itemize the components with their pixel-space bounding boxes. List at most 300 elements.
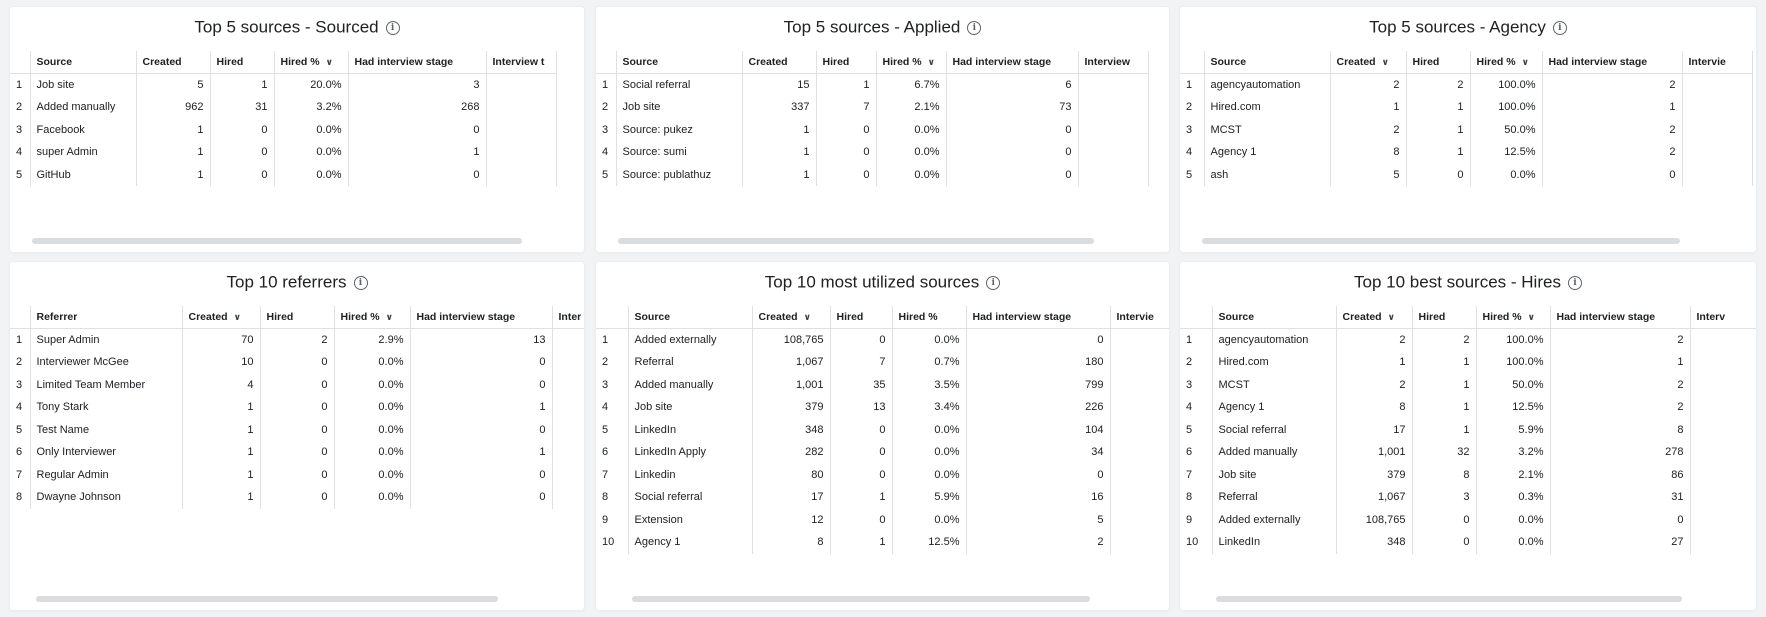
table-row[interactable] — [10, 119, 556, 142]
column-header-label: Source — [1210, 56, 1247, 68]
hired-pct-cell: 3.2% — [274, 96, 348, 119]
table-row[interactable] — [1180, 74, 1752, 97]
sort-descending-icon[interactable]: ∨ — [927, 57, 935, 67]
row-index: 6 — [596, 441, 628, 464]
table-row[interactable] — [1180, 164, 1752, 187]
column-header[interactable] — [892, 306, 966, 329]
column-header[interactable] — [274, 51, 348, 74]
card-top10-best-hires — [1180, 262, 1756, 610]
column-header[interactable] — [486, 51, 556, 74]
table-row[interactable] — [596, 164, 1148, 187]
interview-cell — [1690, 464, 1756, 487]
table-row[interactable] — [596, 509, 1169, 532]
row-index: 8 — [1180, 486, 1212, 509]
row-index: 8 — [596, 486, 628, 509]
data-table — [596, 51, 1149, 186]
column-header-label: Source — [36, 56, 73, 68]
source-cell: LinkedIn — [628, 419, 752, 442]
table-row[interactable] — [10, 464, 584, 487]
hired-pct-cell: 5.9% — [892, 486, 966, 509]
column-header[interactable] — [1412, 306, 1476, 329]
row-index: 1 — [1180, 329, 1212, 352]
created-cell: 108,765 — [1336, 509, 1412, 532]
sort-descending-icon[interactable]: ∨ — [1381, 57, 1389, 67]
created-cell: 5 — [136, 74, 210, 97]
table-header-row — [1180, 306, 1756, 329]
column-header[interactable] — [552, 306, 584, 329]
interview-cell — [1110, 509, 1169, 532]
hired-pct-cell: 0.0% — [892, 329, 966, 352]
card-title-text: Top 5 sources - Sourced — [194, 17, 379, 37]
interview-cell — [1110, 531, 1169, 554]
row-index: 7 — [10, 464, 30, 487]
column-header[interactable] — [1476, 306, 1550, 329]
created-cell: 348 — [1336, 531, 1412, 554]
column-header[interactable] — [628, 306, 752, 329]
interview-stage-cell: 0 — [410, 419, 552, 442]
interview-stage-cell: 73 — [946, 96, 1078, 119]
table-row[interactable] — [1180, 464, 1756, 487]
created-cell: 1 — [742, 141, 816, 164]
row-index: 4 — [10, 141, 30, 164]
source-cell: Tony Stark — [30, 396, 182, 419]
table-row[interactable] — [1180, 509, 1756, 532]
hired-cell: 35 — [830, 374, 892, 397]
column-header[interactable] — [210, 51, 274, 74]
table-row[interactable] — [1180, 531, 1756, 554]
table-header-row — [10, 51, 556, 74]
created-cell: 1 — [742, 164, 816, 187]
interview-stage-cell: 13 — [410, 329, 552, 352]
table-row[interactable] — [596, 531, 1169, 554]
interview-stage-cell: 0 — [1542, 164, 1682, 187]
hired-cell: 0 — [830, 509, 892, 532]
table-row[interactable] — [1180, 351, 1756, 374]
column-header[interactable] — [260, 306, 334, 329]
column-header[interactable] — [946, 51, 1078, 74]
hired-cell: 0 — [830, 464, 892, 487]
column-header[interactable] — [136, 51, 210, 74]
column-header[interactable] — [830, 306, 892, 329]
source-cell: Social referral — [1212, 419, 1336, 442]
hired-pct-cell: 100.0% — [1470, 96, 1542, 119]
table-row[interactable] — [596, 396, 1169, 419]
sort-descending-icon[interactable]: ∨ — [803, 312, 811, 322]
source-cell: MCST — [1204, 119, 1330, 142]
row-index: 7 — [1180, 464, 1212, 487]
table-row[interactable] — [596, 486, 1169, 509]
table-row[interactable] — [596, 141, 1148, 164]
hired-pct-cell: 0.0% — [334, 486, 410, 509]
sort-descending-icon[interactable]: ∨ — [1387, 312, 1395, 322]
column-header[interactable] — [30, 306, 182, 329]
table-row[interactable] — [10, 419, 584, 442]
info-icon[interactable]: i — [386, 21, 400, 35]
hired-cell: 13 — [830, 396, 892, 419]
row-index: 1 — [1180, 74, 1204, 97]
column-header[interactable] — [616, 51, 742, 74]
source-cell: Facebook — [30, 119, 136, 142]
row-index: 10 — [596, 531, 628, 554]
created-cell: 80 — [752, 464, 830, 487]
hired-cell: 1 — [830, 531, 892, 554]
table-row[interactable] — [596, 119, 1148, 142]
row-index: 5 — [596, 164, 616, 187]
column-header[interactable] — [1470, 51, 1542, 74]
column-header[interactable] — [1110, 306, 1169, 329]
interview-cell — [1682, 119, 1752, 142]
hired-cell: 1 — [210, 74, 274, 97]
hired-pct-cell: 0.0% — [334, 396, 410, 419]
created-cell: 5 — [1330, 164, 1406, 187]
interview-cell — [1078, 141, 1148, 164]
row-index: 2 — [596, 96, 616, 119]
column-header-label: Intervie — [1688, 56, 1726, 68]
table-row[interactable] — [1180, 96, 1752, 119]
card-title — [1180, 17, 1756, 43]
column-header-label: Hired — [822, 56, 850, 68]
interview-stage-cell: 2 — [1550, 396, 1690, 419]
card-title-text: Top 5 sources - Agency — [1369, 17, 1546, 37]
sort-descending-icon[interactable]: ∨ — [325, 57, 333, 67]
interview-stage-cell: 0 — [410, 464, 552, 487]
table-row[interactable] — [10, 329, 584, 352]
interview-cell — [1690, 419, 1756, 442]
created-cell: 1,001 — [1336, 441, 1412, 464]
hired-pct-cell: 0.0% — [334, 464, 410, 487]
hired-cell: 0 — [260, 374, 334, 397]
column-header[interactable] — [966, 306, 1110, 329]
interview-stage-cell: 0 — [348, 119, 486, 142]
source-cell: Added manually — [1212, 441, 1336, 464]
source-cell: Added externally — [1212, 509, 1336, 532]
row-index: 4 — [596, 396, 628, 419]
source-cell: Regular Admin — [30, 464, 182, 487]
table-row[interactable] — [596, 374, 1169, 397]
hired-pct-cell: 0.0% — [892, 441, 966, 464]
table-container[interactable] — [1180, 306, 1756, 588]
sort-descending-icon[interactable]: ∨ — [385, 312, 393, 322]
table-row[interactable] — [10, 486, 584, 509]
interview-stage-cell: 2 — [1550, 329, 1690, 352]
interview-cell — [1110, 441, 1169, 464]
interview-stage-cell: 268 — [348, 96, 486, 119]
column-header-label: Hired — [1412, 56, 1440, 68]
hired-pct-cell: 0.0% — [334, 441, 410, 464]
row-index: 1 — [596, 329, 628, 352]
hired-cell: 7 — [816, 96, 876, 119]
column-header-label: Source — [622, 56, 659, 68]
table-row[interactable] — [1180, 419, 1756, 442]
column-header[interactable] — [816, 51, 876, 74]
column-header-label: Hired — [836, 311, 864, 323]
info-icon[interactable]: i — [354, 276, 368, 290]
column-header[interactable] — [1204, 51, 1330, 74]
source-cell: Social referral — [628, 486, 752, 509]
created-cell: 1 — [742, 119, 816, 142]
interview-cell — [1110, 464, 1169, 487]
row-index: 10 — [1180, 531, 1212, 554]
source-cell: Hired.com — [1212, 351, 1336, 374]
table-row[interactable] — [1180, 374, 1756, 397]
interview-stage-cell: 104 — [966, 419, 1110, 442]
interview-stage-cell: 226 — [966, 396, 1110, 419]
row-index: 5 — [10, 419, 30, 442]
hired-pct-cell: 3.5% — [892, 374, 966, 397]
table-row[interactable] — [596, 74, 1148, 97]
column-header[interactable] — [1542, 51, 1682, 74]
table-row[interactable] — [596, 441, 1169, 464]
hired-pct-cell: 0.0% — [892, 509, 966, 532]
row-index: 9 — [1180, 509, 1212, 532]
created-cell: 1,067 — [752, 351, 830, 374]
info-icon[interactable]: i — [967, 21, 981, 35]
column-header[interactable] — [752, 306, 830, 329]
table-container[interactable] — [596, 306, 1169, 588]
source-cell: LinkedIn Apply — [628, 441, 752, 464]
column-header-label: Hired % — [340, 311, 380, 323]
column-header[interactable] — [1336, 306, 1412, 329]
hired-cell: 0 — [830, 329, 892, 352]
hired-cell: 1 — [830, 486, 892, 509]
created-cell: 1,001 — [752, 374, 830, 397]
column-header[interactable] — [182, 306, 260, 329]
hired-pct-cell: 20.0% — [274, 74, 348, 97]
card-title-text: Top 10 most utilized sources — [764, 272, 980, 292]
source-cell: Linkedin — [628, 464, 752, 487]
interview-stage-cell: 278 — [1550, 441, 1690, 464]
column-header-label: Hired % — [280, 56, 320, 68]
hired-pct-cell: 12.5% — [892, 531, 966, 554]
interview-stage-cell: 0 — [410, 351, 552, 374]
created-cell: 282 — [752, 441, 830, 464]
interview-stage-cell: 0 — [410, 374, 552, 397]
created-cell: 962 — [136, 96, 210, 119]
table-header-row — [596, 306, 1169, 329]
row-index: 2 — [596, 351, 628, 374]
hired-cell: 3 — [1412, 486, 1476, 509]
source-cell: Source: sumi — [616, 141, 742, 164]
interview-stage-cell: 799 — [966, 374, 1110, 397]
row-index-header — [596, 306, 628, 329]
created-cell: 1 — [182, 441, 260, 464]
source-cell: Social referral — [616, 74, 742, 97]
column-header[interactable] — [1550, 306, 1690, 329]
column-header-label: Interview t — [492, 56, 545, 68]
hired-cell: 7 — [830, 351, 892, 374]
hired-cell: 0 — [260, 419, 334, 442]
table-row[interactable] — [1180, 441, 1756, 464]
interview-cell — [552, 351, 584, 374]
table-container[interactable] — [1180, 51, 1756, 230]
interview-stage-cell: 2 — [1542, 119, 1682, 142]
source-cell: super Admin — [30, 141, 136, 164]
column-header[interactable] — [1406, 51, 1470, 74]
table-row[interactable] — [1180, 141, 1752, 164]
row-index: 8 — [10, 486, 30, 509]
horizontal-scrollbar[interactable] — [1202, 238, 1680, 244]
interview-cell — [552, 396, 584, 419]
table-container[interactable] — [10, 306, 584, 588]
column-header[interactable] — [410, 306, 552, 329]
row-index: 2 — [1180, 96, 1204, 119]
card-top10-most-utilized — [596, 262, 1169, 610]
created-cell: 4 — [182, 374, 260, 397]
column-header-label: Hired — [216, 56, 244, 68]
created-cell: 1 — [182, 419, 260, 442]
column-header[interactable] — [1682, 51, 1752, 74]
horizontal-scrollbar[interactable] — [36, 596, 498, 602]
card-top10-referrers — [10, 262, 584, 610]
column-header-label: Had interview stage — [1548, 56, 1648, 68]
sort-descending-icon[interactable]: ∨ — [233, 312, 241, 322]
hired-pct-cell: 0.0% — [1476, 509, 1550, 532]
sort-descending-icon[interactable]: ∨ — [1527, 312, 1535, 322]
horizontal-scrollbar[interactable] — [632, 596, 1090, 602]
hired-pct-cell: 0.0% — [1476, 531, 1550, 554]
info-icon[interactable]: i — [1553, 21, 1567, 35]
table-row[interactable] — [596, 464, 1169, 487]
column-header-label: Hired % — [1482, 311, 1522, 323]
hired-cell: 0 — [816, 119, 876, 142]
table-row[interactable] — [596, 329, 1169, 352]
table-row[interactable] — [596, 351, 1169, 374]
column-header-label: Created — [188, 311, 228, 323]
hired-pct-cell: 0.0% — [876, 164, 946, 187]
source-cell: Dwayne Johnson — [30, 486, 182, 509]
column-header-label: Created — [1336, 56, 1376, 68]
row-index-header — [596, 51, 616, 74]
table-row[interactable] — [10, 96, 556, 119]
sort-descending-icon[interactable]: ∨ — [1521, 57, 1529, 67]
column-header[interactable] — [876, 51, 946, 74]
source-cell: Only Interviewer — [30, 441, 182, 464]
source-cell: Agency 1 — [628, 531, 752, 554]
source-cell: Referral — [628, 351, 752, 374]
table-row[interactable] — [10, 141, 556, 164]
info-icon[interactable]: i — [986, 276, 1000, 290]
created-cell: 2 — [1330, 119, 1406, 142]
horizontal-scrollbar[interactable] — [618, 238, 1094, 244]
column-header-label: Hired % — [1476, 56, 1516, 68]
row-index: 6 — [10, 441, 30, 464]
interview-cell — [552, 464, 584, 487]
source-cell: ash — [1204, 164, 1330, 187]
column-header[interactable] — [1212, 306, 1336, 329]
interview-cell — [552, 486, 584, 509]
interview-cell — [1110, 351, 1169, 374]
table-row[interactable] — [10, 441, 584, 464]
table-row[interactable] — [596, 96, 1148, 119]
hired-cell: 0 — [1412, 509, 1476, 532]
created-cell: 8 — [1330, 141, 1406, 164]
hired-cell: 0 — [816, 141, 876, 164]
row-index: 4 — [1180, 141, 1204, 164]
source-cell: agencyautomation — [1212, 329, 1336, 352]
hired-pct-cell: 12.5% — [1476, 396, 1550, 419]
source-cell: MCST — [1212, 374, 1336, 397]
interview-stage-cell: 0 — [946, 119, 1078, 142]
interview-stage-cell: 2 — [1550, 374, 1690, 397]
hired-cell: 0 — [260, 486, 334, 509]
table-row[interactable] — [10, 74, 556, 97]
hired-cell: 1 — [1406, 141, 1470, 164]
interview-cell — [486, 74, 556, 97]
card-title-text: Top 5 sources - Applied — [783, 17, 961, 37]
table-header-row — [10, 306, 584, 329]
source-cell: Hired.com — [1204, 96, 1330, 119]
interview-stage-cell: 1 — [1542, 96, 1682, 119]
column-header[interactable] — [742, 51, 816, 74]
created-cell: 337 — [742, 96, 816, 119]
row-index: 1 — [10, 329, 30, 352]
hired-pct-cell: 0.0% — [274, 141, 348, 164]
hired-pct-cell: 12.5% — [1470, 141, 1542, 164]
column-header[interactable] — [334, 306, 410, 329]
hired-pct-cell: 2.1% — [876, 96, 946, 119]
card-title — [10, 17, 584, 43]
hired-pct-cell: 2.9% — [334, 329, 410, 352]
hired-cell: 0 — [260, 464, 334, 487]
column-header[interactable] — [1690, 306, 1756, 329]
interview-cell — [1110, 396, 1169, 419]
created-cell: 1 — [1330, 96, 1406, 119]
column-header[interactable] — [348, 51, 486, 74]
table-row[interactable] — [1180, 329, 1756, 352]
column-header-label: Created — [142, 56, 182, 68]
column-header[interactable] — [30, 51, 136, 74]
table-row[interactable] — [10, 164, 556, 187]
interview-cell — [1078, 96, 1148, 119]
info-icon[interactable]: i — [1568, 276, 1582, 290]
created-cell: 8 — [1336, 396, 1412, 419]
row-index: 9 — [596, 509, 628, 532]
card-title — [596, 17, 1169, 43]
interview-cell — [1078, 74, 1148, 97]
horizontal-scrollbar[interactable] — [32, 238, 522, 244]
table-row[interactable] — [10, 396, 584, 419]
hired-pct-cell: 6.7% — [876, 74, 946, 97]
column-header[interactable] — [1078, 51, 1148, 74]
table-container[interactable] — [596, 51, 1169, 230]
table-container[interactable] — [10, 51, 584, 230]
interview-cell — [1682, 141, 1752, 164]
hired-pct-cell: 2.1% — [1476, 464, 1550, 487]
interview-cell — [1690, 329, 1756, 352]
column-header[interactable] — [1330, 51, 1406, 74]
table-row[interactable] — [596, 419, 1169, 442]
interview-cell — [552, 419, 584, 442]
table-row[interactable] — [1180, 119, 1752, 142]
row-index: 5 — [596, 419, 628, 442]
interview-stage-cell: 34 — [966, 441, 1110, 464]
table-row[interactable] — [1180, 486, 1756, 509]
hired-cell: 0 — [210, 141, 274, 164]
source-cell: GitHub — [30, 164, 136, 187]
created-cell: 2 — [1330, 74, 1406, 97]
horizontal-scrollbar[interactable] — [1216, 596, 1682, 602]
table-row[interactable] — [10, 351, 584, 374]
table-row[interactable] — [1180, 396, 1756, 419]
hired-cell: 32 — [1412, 441, 1476, 464]
table-row[interactable] — [10, 374, 584, 397]
row-index-header — [1180, 51, 1204, 74]
interview-stage-cell: 5 — [966, 509, 1110, 532]
created-cell: 348 — [752, 419, 830, 442]
column-header-label: Had interview stage — [952, 56, 1052, 68]
created-cell: 15 — [742, 74, 816, 97]
hired-pct-cell: 5.9% — [1476, 419, 1550, 442]
